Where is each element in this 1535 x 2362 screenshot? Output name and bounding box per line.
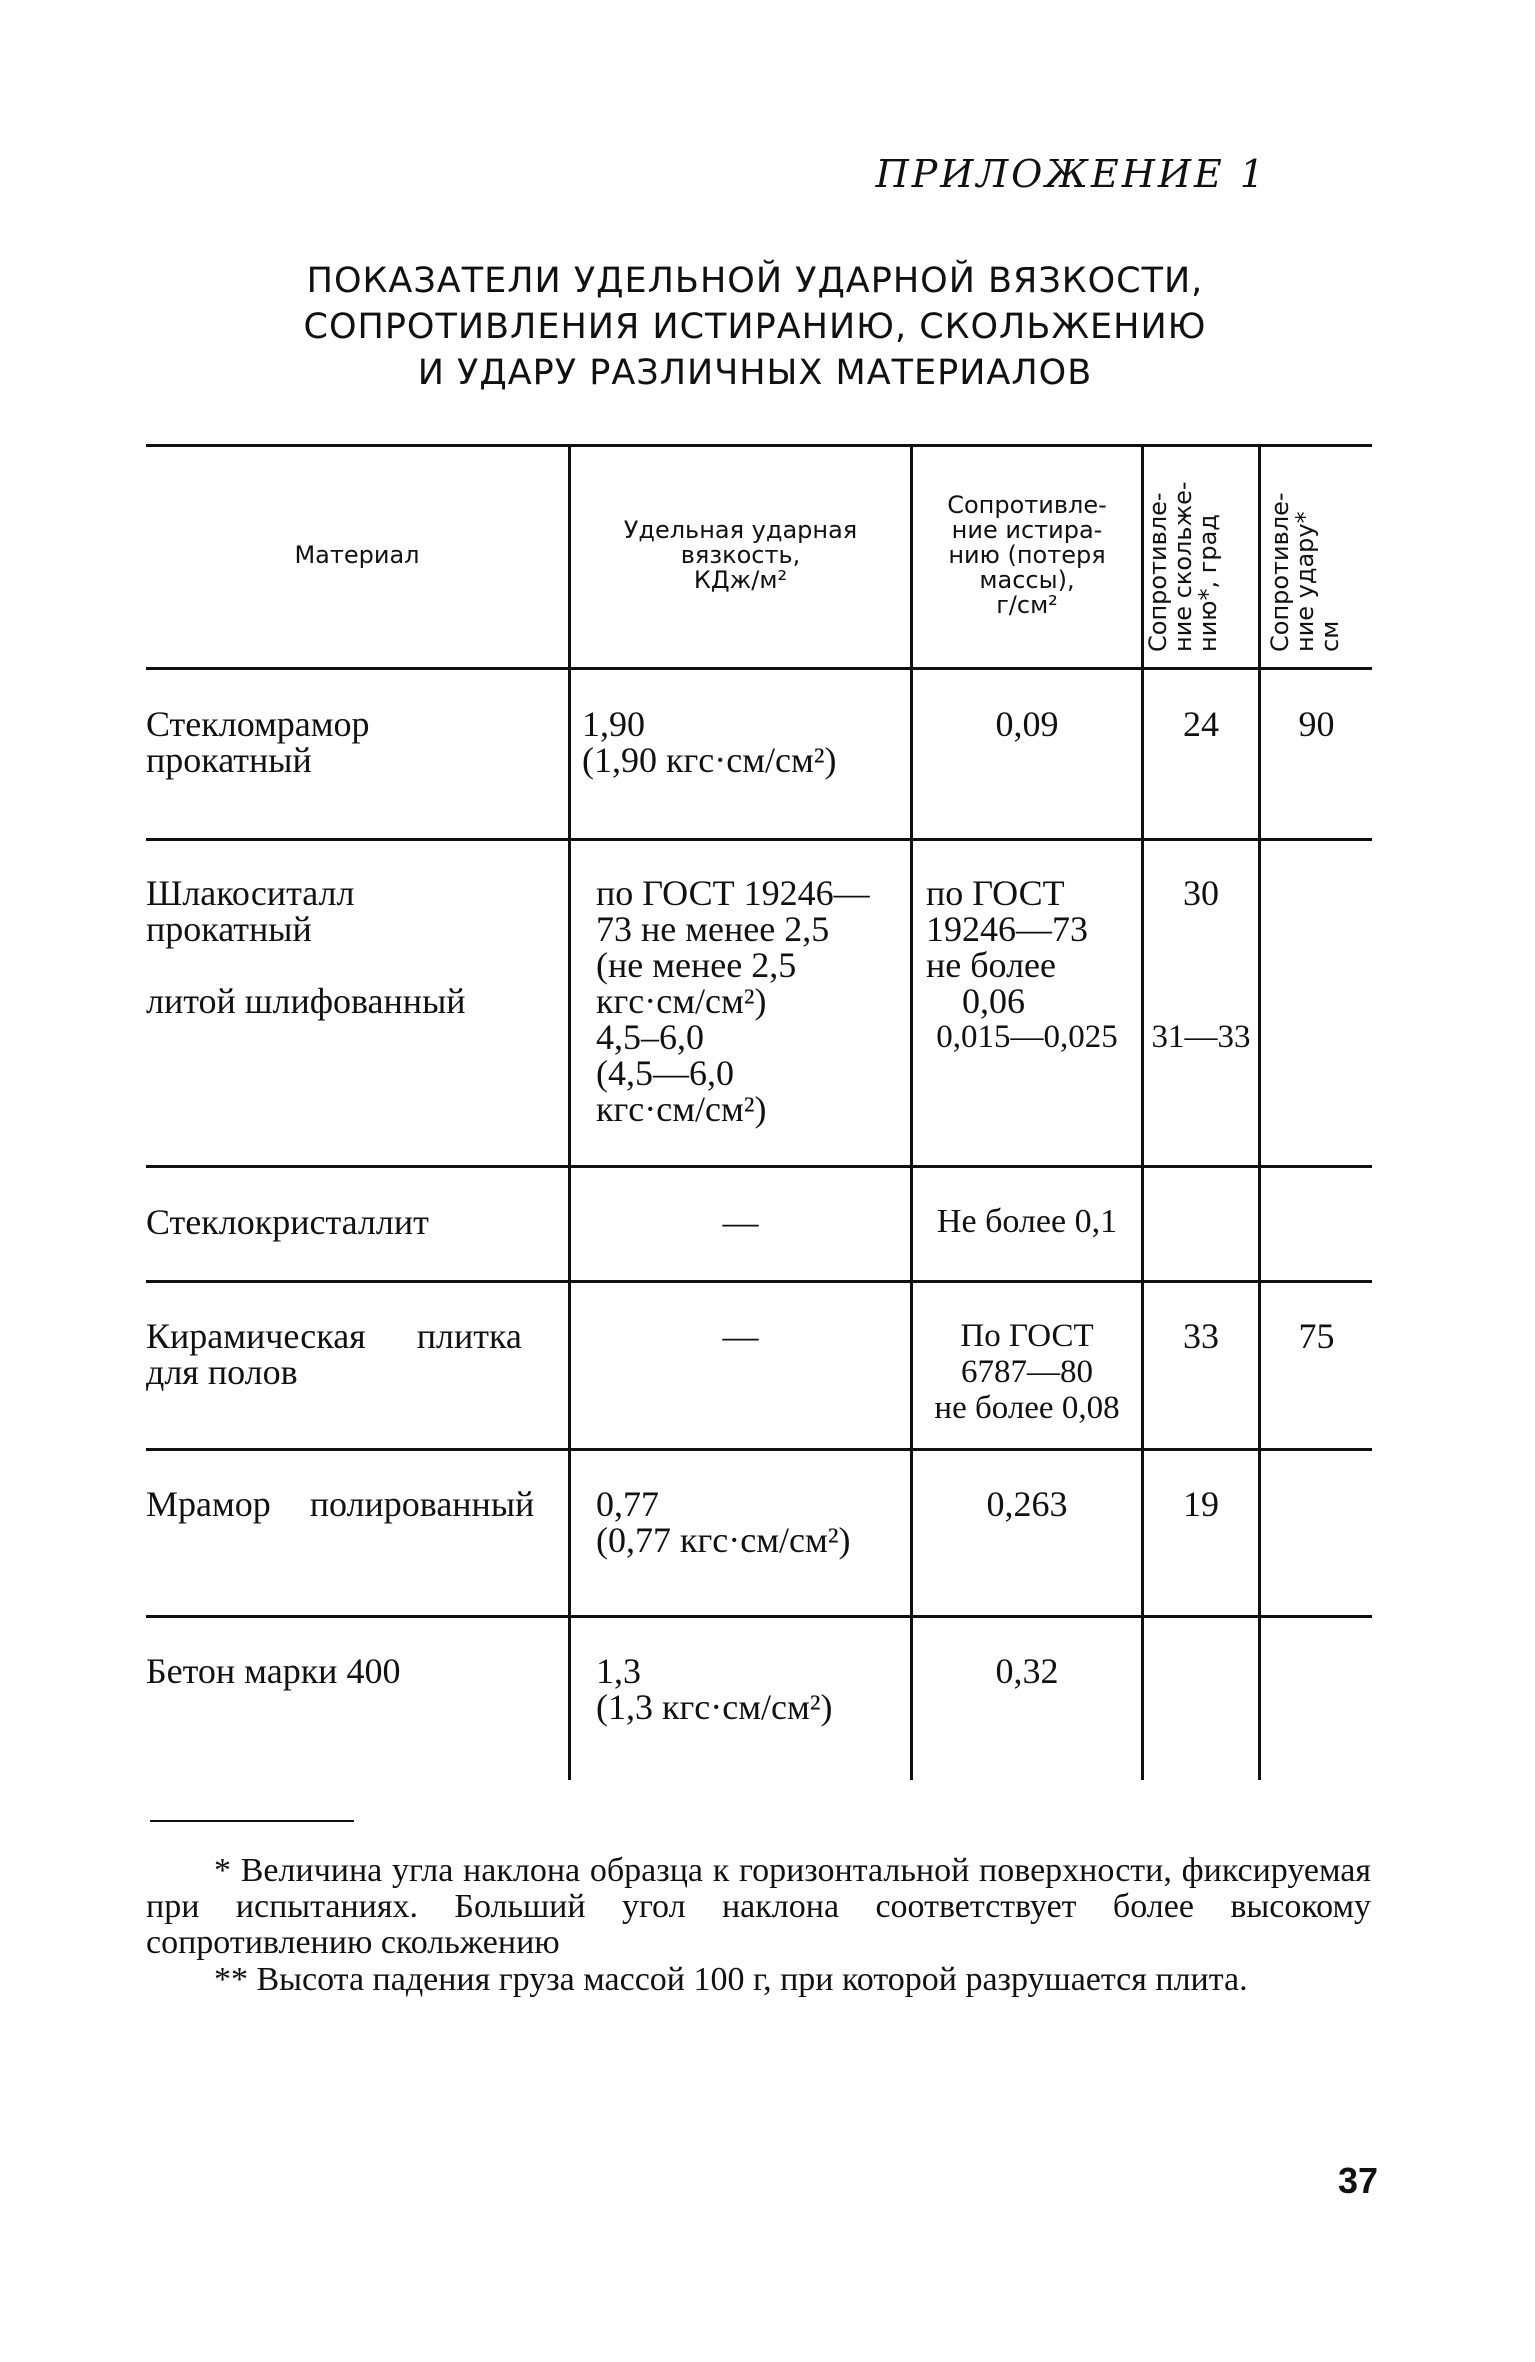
header-line: Сопротивле- <box>1144 492 1172 652</box>
cell-line: кгс·см/см²) <box>596 981 767 1021</box>
cell-material <box>146 875 466 1019</box>
cell-line: По ГОСТ <box>960 1318 1094 1354</box>
cell-slip-cast <box>1144 1019 1258 1055</box>
cell-line: не более 0,08 <box>934 1390 1120 1426</box>
cell-abrasion <box>913 1318 1141 1426</box>
cell-abrasion <box>913 1204 1141 1240</box>
header-line: Удельная ударная <box>623 516 858 544</box>
header-abrasion <box>913 493 1141 618</box>
cell-line: 0,06 <box>962 981 1025 1021</box>
cell-line: (0,77 кгс·см/см²) <box>596 1520 851 1560</box>
cell-line: Кирамическая плитка <box>146 1316 522 1356</box>
cell-line: литой шлифованный <box>146 981 466 1021</box>
cell-line: 19 <box>1183 1484 1219 1524</box>
cell-line: не более <box>926 945 1057 985</box>
cell-impact <box>571 1318 910 1354</box>
footnote-rule <box>150 1820 354 1822</box>
footnote-2: ** Высота падения груза массой 100 г, при которой разрушается плита. <box>214 1961 1248 1998</box>
table-col-divider <box>910 447 913 1780</box>
cell-line: Бетон марки 400 <box>146 1651 401 1691</box>
title-line: СОПРОТИВЛЕНИЯ ИСТИРАНИЮ, СКОЛЬЖЕНИЮ <box>303 307 1207 347</box>
cell-line: 0,77 <box>596 1484 659 1524</box>
page-title <box>150 258 1360 396</box>
cell-line: 6787—80 <box>961 1354 1093 1390</box>
cell-line: 19246—73 <box>926 909 1088 949</box>
cell-line: 1,90 <box>582 704 645 744</box>
cell-line: (не менее 2,5 <box>596 945 797 985</box>
table-rule <box>146 1615 1372 1618</box>
cell-slip <box>1144 875 1258 911</box>
cell-impact <box>582 706 837 778</box>
cell-line: 73 не менее 2,5 <box>596 909 830 949</box>
table-col-divider <box>568 447 571 1780</box>
cell-line: 0,015—0,025 <box>936 1019 1118 1055</box>
header-shock <box>1268 492 1343 652</box>
table-rule-header <box>146 667 1372 670</box>
cell-line: по ГОСТ 19246— <box>596 873 870 913</box>
title-line: ПОКАЗАТЕЛИ УДЕЛЬНОЙ УДАРНОЙ ВЯЗКОСТИ, <box>306 261 1204 301</box>
cell-impact <box>596 875 870 1127</box>
cell-line <box>146 947 466 983</box>
cell-line: (1,3 кгс·см/см²) <box>596 1687 833 1727</box>
cell-abrasion-cast <box>913 1019 1141 1055</box>
cell-line: Не более 0,1 <box>936 1203 1118 1240</box>
cell-line: 0,32 <box>995 1651 1059 1691</box>
table-rule <box>146 1448 1372 1451</box>
cell-line: 4,5–6,0 <box>596 1017 704 1057</box>
cell-line: 0,09 <box>995 704 1059 744</box>
cell-abrasion <box>913 1653 1141 1689</box>
cell-line: (4,5—6,0 <box>596 1053 734 1093</box>
header-line: массы), <box>979 566 1075 594</box>
cell-slip <box>1144 706 1258 742</box>
header-line: Сопротивле- <box>947 491 1107 519</box>
cell-line: Мрамор полированный <box>146 1484 535 1524</box>
cell-line: 0,263 <box>986 1484 1068 1524</box>
cell-slip <box>1144 1486 1258 1522</box>
cell-impact <box>571 1204 910 1240</box>
header-line: вязкость, <box>680 541 801 569</box>
header-line: нию*, град <box>1194 514 1222 652</box>
cell-line: прокатный <box>146 909 312 949</box>
header-line: Сопротивле- <box>1266 492 1294 652</box>
cell-line: 30 <box>1183 873 1219 913</box>
cell-line: 90 <box>1298 704 1335 744</box>
cell-line: Стекломрамор <box>146 704 370 744</box>
cell-material <box>146 1204 429 1240</box>
header-line: ние истира- <box>951 516 1103 544</box>
cell-line: для полов <box>146 1352 298 1392</box>
cell-line: по ГОСТ <box>926 873 1065 913</box>
cell-material <box>146 706 370 778</box>
cell-shock <box>1261 706 1372 742</box>
cell-line: 33 <box>1183 1316 1219 1356</box>
table-rule <box>146 1165 1372 1168</box>
cell-slip <box>1144 1318 1258 1354</box>
header-line: нию (потеря <box>948 541 1106 569</box>
cell-line: (1,90 кгс·см/см²) <box>582 740 837 780</box>
cell-line: кгс·см/см²) <box>596 1089 767 1129</box>
title-line: И УДАРУ РАЗЛИЧНЫХ МАТЕРИАЛОВ <box>417 353 1093 393</box>
table-rule <box>146 838 1372 841</box>
footnote-1: * Величина угла наклона образца к горизонтальной поверхности, фиксируемая при испытаниях. Больший угол наклона соответствует более высокому сопротивлению скольжению <box>146 1852 1371 1961</box>
cell-material <box>146 1486 534 1522</box>
cell-abrasion <box>913 1486 1141 1522</box>
cell-material <box>146 1653 400 1689</box>
cell-line: 75 <box>1298 1316 1335 1356</box>
cell-line: 31—33 <box>1151 1019 1251 1055</box>
header-slip <box>1146 481 1221 652</box>
cell-line: Стеклокристаллит <box>146 1202 429 1242</box>
cell-line: 1,3 <box>596 1651 641 1691</box>
header-material: Материал <box>294 541 420 569</box>
cell-line: — <box>722 1316 759 1356</box>
header-line: см <box>1316 620 1344 652</box>
table-rule <box>146 1280 1372 1283</box>
table-rule-top <box>146 444 1372 447</box>
header-impact <box>571 518 910 593</box>
table-col-divider <box>1258 447 1261 1780</box>
header-line: ние скольже- <box>1169 481 1197 652</box>
cell-material <box>146 1318 556 1390</box>
cell-line: 24 <box>1183 704 1219 744</box>
cell-impact <box>596 1486 851 1558</box>
cell-abrasion <box>913 706 1141 742</box>
cell-shock <box>1261 1318 1372 1354</box>
cell-abrasion <box>926 875 1088 1019</box>
cell-line: Шлакоситалл <box>146 873 355 913</box>
header-line: г/см² <box>996 591 1058 619</box>
cell-line: прокатный <box>146 740 312 780</box>
cell-line: — <box>722 1202 759 1242</box>
page-number: 37 <box>1338 2160 1379 2201</box>
appendix-label: ПРИЛОЖЕНИЕ 1 <box>875 152 1267 196</box>
header-line: ние удару* <box>1291 511 1319 652</box>
header-line: КДж/м² <box>693 566 788 594</box>
cell-impact <box>596 1653 833 1725</box>
